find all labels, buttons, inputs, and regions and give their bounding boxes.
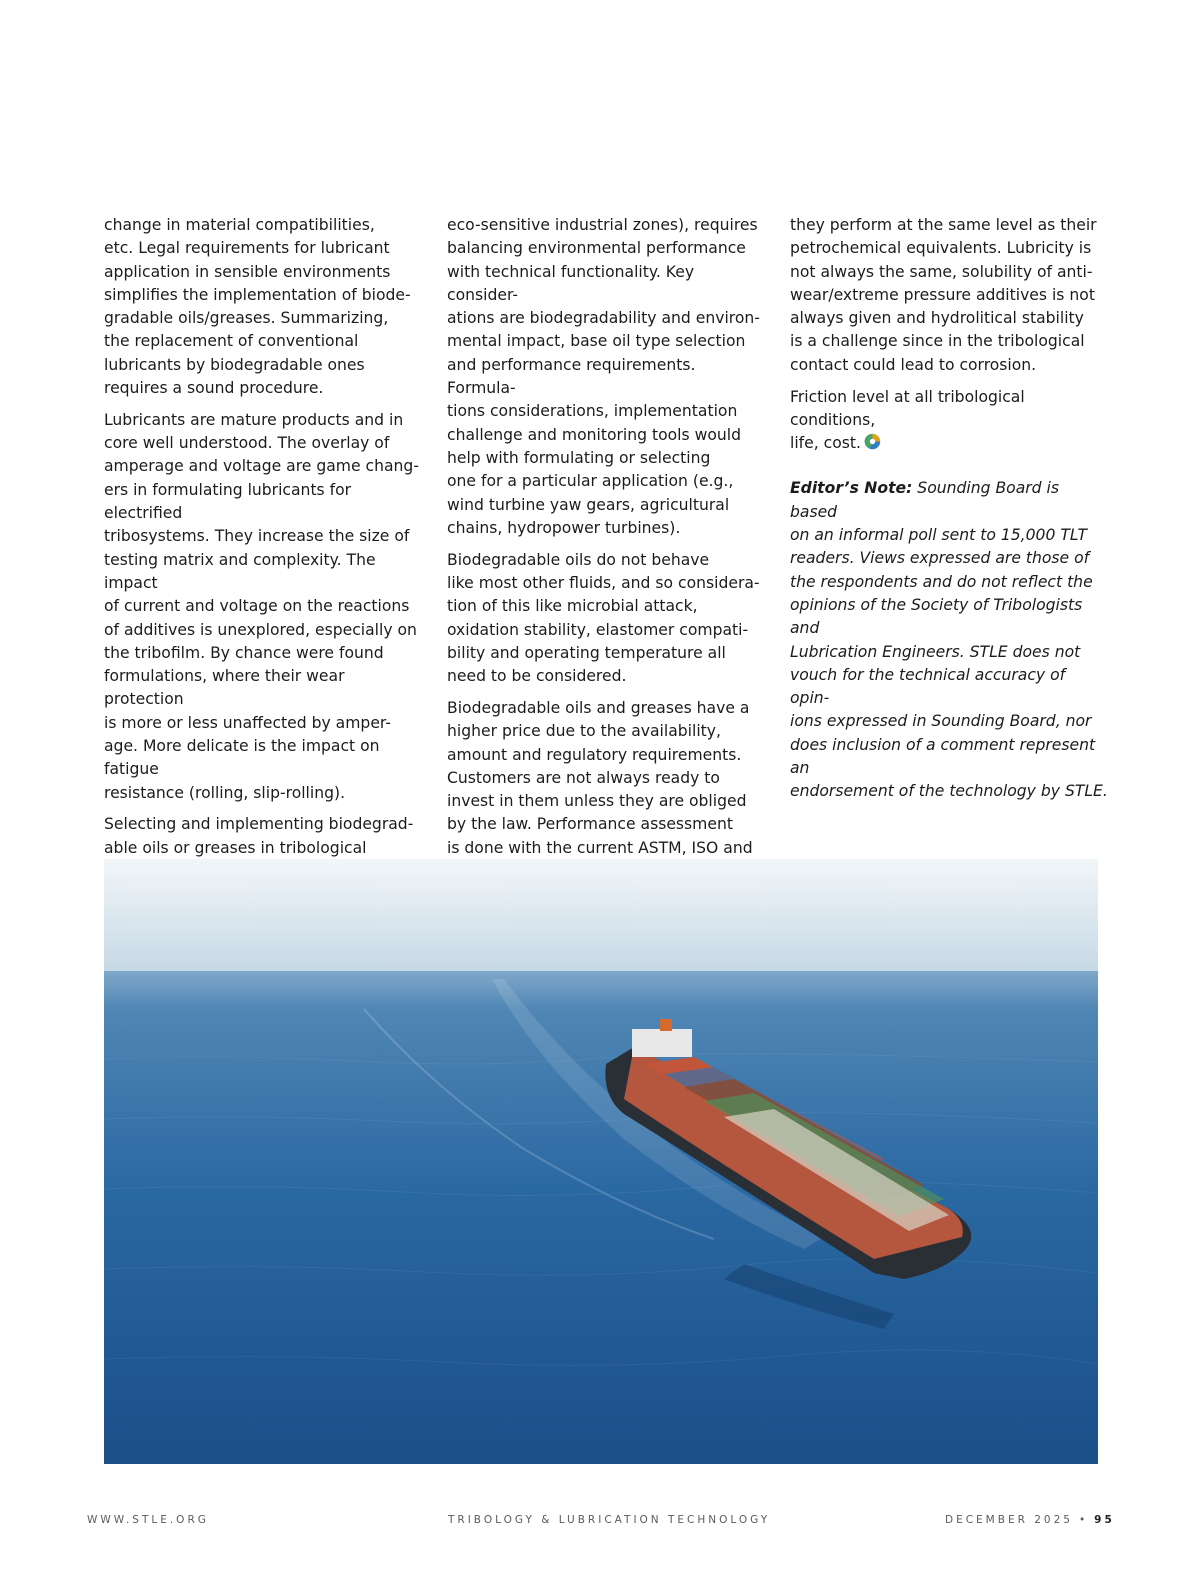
stle-end-mark-icon <box>864 433 881 450</box>
article-column-3 <box>790 214 1108 812</box>
editors-note-label: Editor’s Note: <box>790 479 913 498</box>
ship-illustration <box>104 859 1098 1464</box>
article-column-2 <box>447 214 765 892</box>
paragraph: Biodegradable oils and greases have a higher price due to the availability, amount and regulatory requirements. Customers are not always ready to invest in them unless they are obliged by the law. Performance assessment is done with the current ASTM, ISO and <box>447 698 753 857</box>
footer-date: DECEMBER 2025 <box>945 1514 1073 1526</box>
container-ship-photo <box>104 859 1098 1464</box>
footer-issue <box>945 1514 1115 1526</box>
paragraph: change in material compatibilities, etc. Legal requirements for lubricant application in sensible environments simplifies the implementation of biode- gradable oils/greases. Summarizing, the replacement of conventional lubricants by biodegradable ones requires a sound procedure. <box>104 216 411 398</box>
paragraph: Lubricants are mature products and in core well understood. The overlay of amperage and voltage are game chang- ers in formulating lubricants for electrified tribosystems. They increase the size of testing matrix and complexity. The impact of current and voltage on the reactions of additives is unexplored, especially on the tribofilm. By chance were found formulations, where their wear protection is more or less unaffected by amper- age. More delicate is the impact on fatigue resistance (rolling, slip-rolling). <box>104 410 419 802</box>
footer-separator: • <box>1078 1514 1089 1526</box>
footer-website: WWW.STLE.ORG <box>87 1514 209 1526</box>
ship-funnel <box>660 1019 672 1031</box>
page-number: 95 <box>1094 1514 1115 1526</box>
paragraph-end <box>790 386 1108 456</box>
ship-bridge <box>632 1029 692 1057</box>
article-column-1 <box>104 214 422 962</box>
paragraph: Selecting and implementing biodegrad- able oils or greases in tribological <box>104 815 414 857</box>
editors-note-text: Sounding Board is based on an informal poll sent to 15,000 TLT readers. Views expressed are those of the respondents and do not reflect the opinions of the Society of Tribologists and Lubrication Engineers. STLE does not vouch for the technical accuracy of opin- ions expressed in Sounding Board, nor does inclusion of a comment represent an endorsement of the technology by STLE. <box>790 479 1108 801</box>
paragraph: Biodegradable oils do not behave like most other fluids, and so considera- tion of this like microbial attack, oxidation stability, elastomer compati- bility and operating temperature all need to be considered. <box>447 550 760 686</box>
sky <box>104 859 1098 971</box>
footer-publication: TRIBOLOGY & LUBRICATION TECHNOLOGY <box>448 1514 771 1526</box>
paragraph: eco-sensitive industrial zones), requires balancing environmental performance with technical functionality. Key consider- ations are biodegradability and environ- mental impact, base oil type selection and performance requirements. Formula- tions considerations, implementation challenge and monitoring tools would help with formulating or selecting one for a particular application (e.g., wind turbine yaw gears, agricultural chains, hydropower turbines). <box>447 216 760 537</box>
paragraph-text: Friction level at all tribological conditions, life, cost. <box>790 387 1025 453</box>
editors-note <box>790 477 1108 803</box>
paragraph: they perform at the same level as their petrochemical equivalents. Lubricity is not always the same, solubility of anti- wear/extreme pressure additives is not always given and hydrolitical stability is a challenge since in the tribological contact could lead to corrosion. <box>790 216 1097 374</box>
